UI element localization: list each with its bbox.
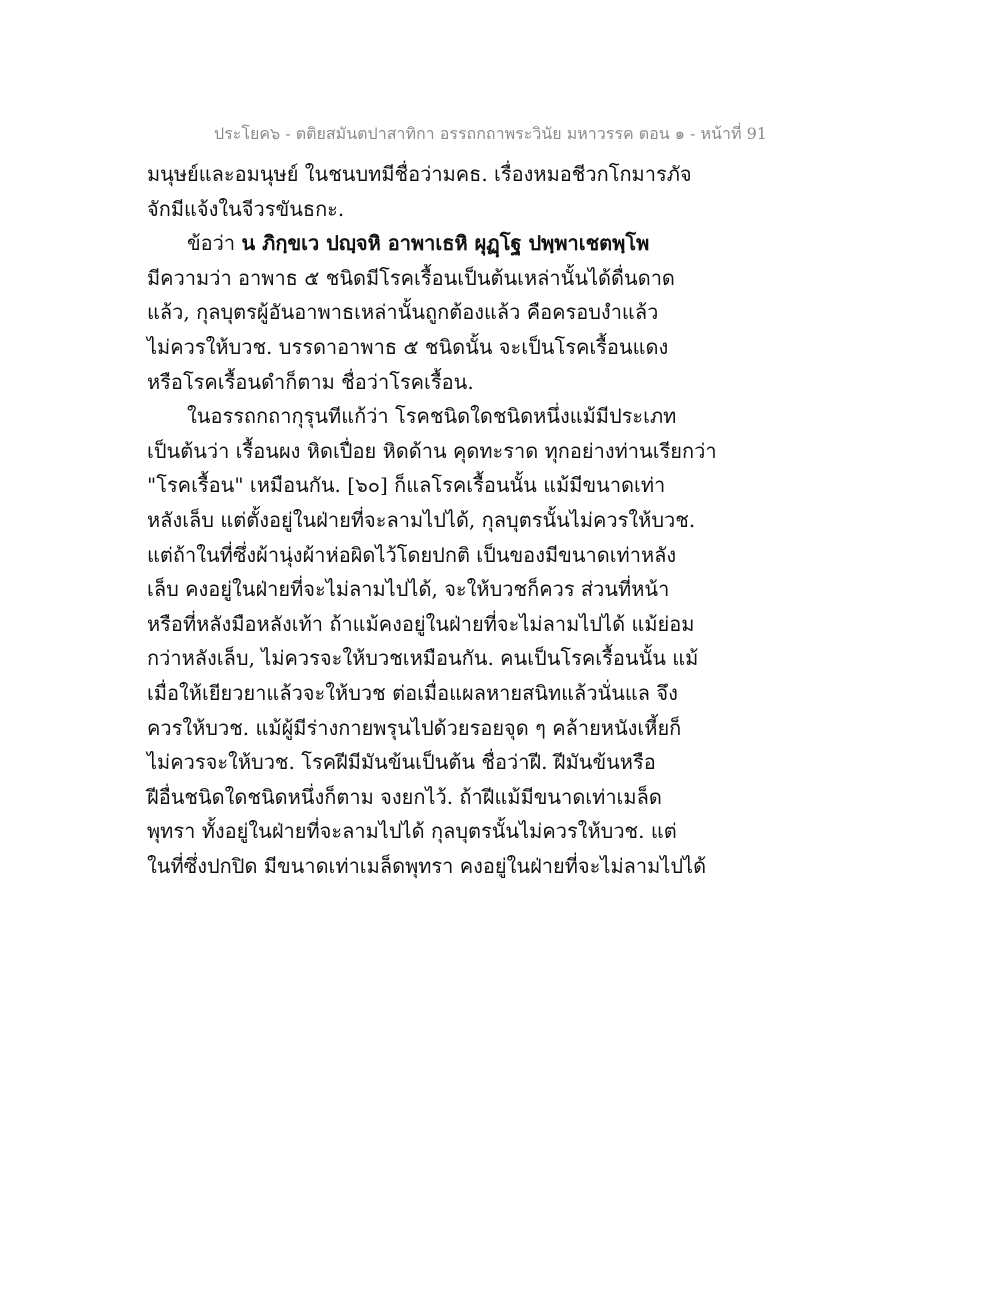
text-line-14: หรือที่หลังมือหลังเท้า ถ้าแม้คงอยู่ในฝ่ายที่จะไม่ลามไปได้ แม้ย่อม (147, 611, 695, 636)
text-line-4: มีความว่า อาพาธ ๕ ชนิดมีโรคเรื้อนเป็นต้นเหล่านั้นได้ดื่นดาด (147, 265, 675, 290)
text-line-3 (147, 226, 727, 261)
text-line-17: ควรให้บวช. แม้ผู้มีร่างกายพรุนไปด้วยรอยจุด ๆ คล้ายหนังเหี้ยก็ (147, 715, 682, 740)
text-line-13: เล็บ คงอยู่ในฝ่ายที่จะไม่ลามไปได้, จะให้บวชก็ควร ส่วนที่หน้า (147, 577, 670, 602)
text-line-20: พุทรา ทั้งอยู่ในฝ่ายที่จะลามไปได้ กุลบุตรนั้นไม่ควรให้บวช. แต่ (147, 819, 677, 844)
text-line-1: มนุษย์และอมนุษย์ ในชนบทมีชื่อว่ามคธ. เรื่องหมอชีวกโกมารภัจ (147, 162, 692, 186)
body-text (147, 157, 727, 883)
text-line-9: เป็นต้นว่า เรื้อนผง หิดเปื่อย หิดด้าน คุดทะราด ทุกอย่างท่านเรียกว่า (147, 438, 717, 463)
pali-quote: น ภิกฺขเว ปญฺจหิ อาพาเธหิ ผุฏฺโฐ ปพฺพาเชตพฺโพ (241, 231, 650, 256)
running-header: ประโยค๖ - ตติยสมันตปาสาทิกา อรรถกถาพระวินัย มหาวรรค ตอน ๑ - หน้าที่ 91 (214, 124, 767, 143)
text-line-2: จักมีแจ้งในจีวรขันธกะ. (147, 196, 345, 221)
text-line-12: แต่ถ้าในที่ซึ่งผ้านุ่งผ้าห่อผิดไว้โดยปกติ เป็นของมีขนาดเท่าหลัง (147, 542, 677, 567)
text-line-11: หลังเล็บ แต่ตั้งอยู่ในฝ่ายที่จะลามไปได้, กุลบุตรนั้นไม่ควรให้บวช. (147, 507, 696, 532)
text-line-15: กว่าหลังเล็บ, ไม่ควรจะให้บวชเหมือนกัน. คนเป็นโรคเรื้อนนั้น แม้ (147, 646, 699, 671)
text-line-19: ฝีอื่นชนิดใดชนิดหนึ่งก็ตาม จงยกไว้. ถ้าฝีแม้มีขนาดเท่าเมล็ด (147, 784, 662, 809)
text-line-6: ไม่ควรให้บวช. บรรดาอาพาธ ๕ ชนิดนั้น จะเป็นโรคเรื้อนแดง (147, 334, 669, 359)
paragraph-lead: ข้อว่า (187, 231, 242, 256)
text-line-10: "โรคเรื้อน" เหมือนกัน. [๖๐] ก็แลโรคเรื้อนนั้น แม้มีขนาดเท่า (147, 473, 666, 498)
text-line-5: แล้ว, กุลบุตรผู้อันอาพาธเหล่านั้นถูกต้องแล้ว คือครอบงำแล้ว (147, 300, 659, 325)
text-line-16: เมื่อให้เยียวยาแล้วจะให้บวช ต่อเมื่อแผลหายสนิทแล้วนั่นแล จึง (147, 680, 678, 705)
text-line-7: หรือโรคเรื้อนดำก็ตาม ชื่อว่าโรคเรื้อน. (147, 369, 474, 394)
text-line-8: ในอรรถกถากุรุนทีแก้ว่า โรคชนิดใดชนิดหนึ่งแม้มีประเภท (187, 404, 677, 429)
text-line-21: ในที่ซึ่งปกปิด มีขนาดเท่าเมล็ดพุทรา คงอยู่ในฝ่ายที่จะไม่ลามไปได้ (147, 853, 707, 878)
text-line-18: ไม่ควรจะให้บวช. โรคฝีมีมันข้นเป็นต้น ชื่อว่าฝี. ฝีมันข้นหรือ (147, 750, 656, 775)
